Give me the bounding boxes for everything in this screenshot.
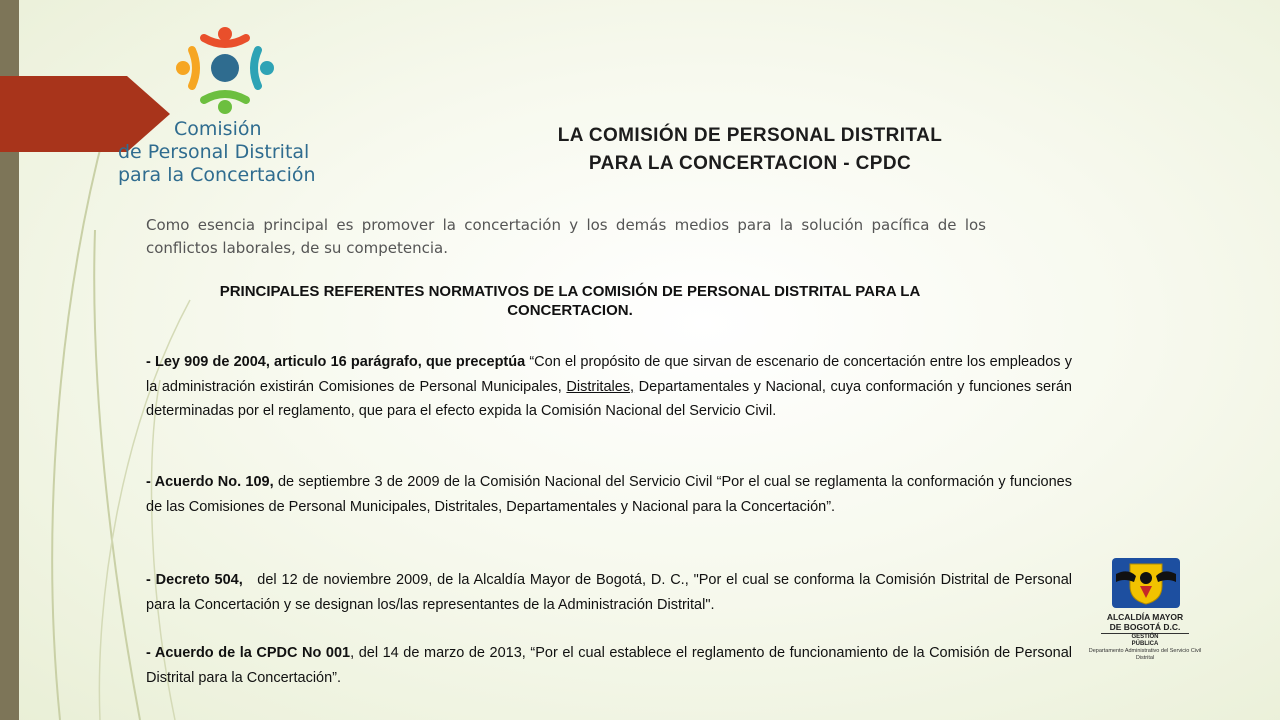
- logo-line-2: de Personal Distrital: [118, 141, 310, 163]
- gestion-line-1: GESTIÓN: [1131, 634, 1159, 640]
- paragraph-acuerdo-109: [146, 470, 1072, 519]
- alcaldia-line-1: ALCALDÍA MAYOR: [1106, 612, 1184, 622]
- people-circle-logo-icon: [170, 20, 280, 115]
- logo-line-1: Comisión: [174, 118, 262, 140]
- logo-wordmark: [118, 118, 358, 187]
- section-heading: PRINCIPALES REFERENTES NORMATIVOS DE LA COMISIÓN DE PERSONAL DISTRITAL PARA LA CONCERTACION.: [219, 283, 921, 319]
- page-title: [450, 122, 1050, 178]
- paragraph-ley-909: [146, 350, 1072, 424]
- paragraph-acuerdo-109-bold: - Acuerdo No. 109,: [146, 474, 274, 490]
- paragraph-ley-909-underlined: Distritales,: [566, 378, 635, 395]
- intro-text: Como esencia principal es promover la concertación y los demás medios para la solución pacífica de los conflictos laborales, de su competencia.: [146, 216, 986, 257]
- logo-line-3: para la Concertación: [118, 164, 316, 186]
- paragraph-ley-909-bold: - Ley 909 de 2004, articulo 16 parágrafo, que preceptúa: [146, 354, 526, 370]
- paragraph-acuerdo-cpdc-001-text: , del 14 de marzo de 2013, “Por el cual establece el reglamento de funcionamiento de la Comisión de Personal Distrital para la Concertación”.: [146, 645, 1072, 686]
- paragraph-acuerdo-cpdc-001-bold: - Acuerdo de la CPDC No 001: [146, 645, 351, 661]
- paragraph-decreto-504-bold: - Decreto 504,: [146, 572, 243, 588]
- paragraph-ley-909-text-a: “Con el propósito de que sirvan de escenario de concertación entre los empleados y la administración existirán Comisiones de Personal Municipales,: [146, 354, 1072, 395]
- title-line-2: PARA LA CONCERTACION - CPDC: [588, 153, 912, 174]
- gestion-line-2: PÚBLICA: [1131, 641, 1159, 647]
- paragraph-decreto-504: [146, 568, 1077, 617]
- paragraph-decreto-504-text: del 12 de noviembre 2009, de la Alcaldía Mayor de Bogotá, D. C., "Por el cual se conforma la Comisión Distrital de Personal para la Concertación y se designan los/las representantes de la Administración Distrital".: [146, 572, 1077, 613]
- bogota-crest-icon: [1110, 556, 1182, 610]
- alcaldia-signature: [1090, 613, 1200, 662]
- paragraph-acuerdo-109-text: de septiembre 3 de 2009 de la Comisión Nacional del Servicio Civil “Por el cual se reglamenta la conformación y funciones de las Comisiones de Personal Municipales, Distritales, Departamentales y Nacional para la Concertación”.: [146, 474, 1072, 515]
- paragraph-ley-909-text-b: Departamentales y Nacional, cuya conformación y funciones serán determinadas por el reglamento, que para el efecto expida la Comisión Nacional del Servicio Civil.: [146, 378, 1072, 419]
- paragraph-acuerdo-cpdc-001: [146, 641, 1072, 690]
- alcaldia-line-2: DE BOGOTÁ D.C.: [1109, 621, 1181, 632]
- department-name: Departamento Administrativo del Servicio Civil Distrital: [1088, 648, 1202, 661]
- title-line-1: LA COMISIÓN DE PERSONAL DISTRITAL: [557, 125, 943, 146]
